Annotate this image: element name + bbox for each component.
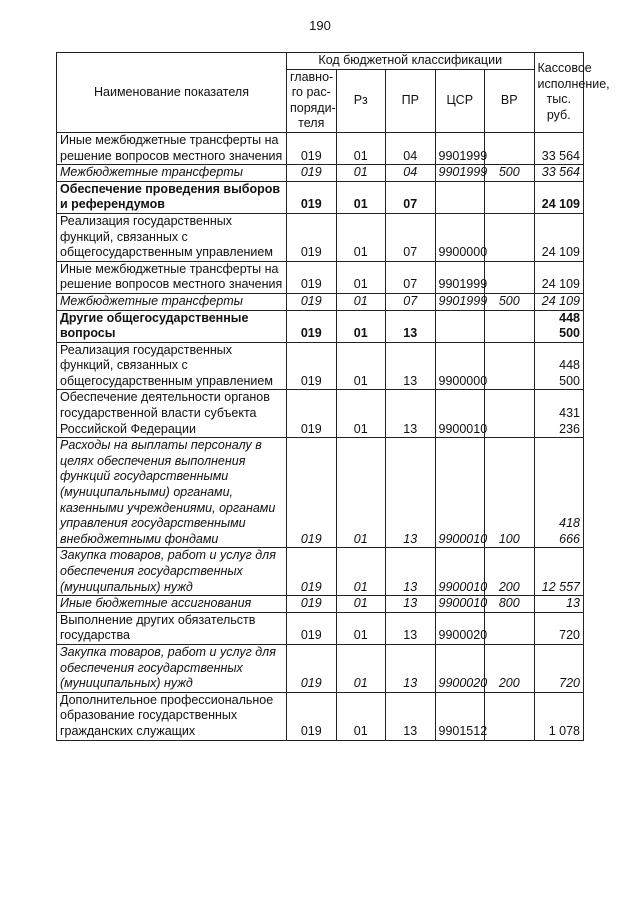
row-vr-code: 800 bbox=[485, 596, 535, 613]
row-chief-code: 019 bbox=[287, 181, 337, 213]
row-name: Дополнительное профессиональное образование государственных гражданских служащих bbox=[57, 692, 287, 740]
header-row-1 bbox=[57, 53, 584, 70]
row-amount: 720 bbox=[534, 612, 584, 644]
row-csr-code: 9900010 bbox=[435, 438, 485, 548]
row-chief-code: 019 bbox=[287, 310, 337, 342]
row-name: Иные межбюджетные трансферты на решение вопросов местного значения bbox=[57, 132, 287, 164]
header-vr: ВР bbox=[485, 69, 535, 132]
row-vr-code bbox=[485, 213, 535, 261]
row-amount: 418 666 bbox=[534, 438, 584, 548]
row-vr-code: 100 bbox=[485, 438, 535, 548]
row-amount: 448 500 bbox=[534, 342, 584, 390]
row-rz-code: 01 bbox=[336, 612, 386, 644]
row-vr-code bbox=[485, 612, 535, 644]
row-amount: 448 500 bbox=[534, 310, 584, 342]
row-name: Закупка товаров, работ и услуг для обеспечения государственных (муниципальных) нужд bbox=[57, 644, 287, 692]
row-rz-code: 01 bbox=[336, 596, 386, 613]
row-rz-code: 01 bbox=[336, 438, 386, 548]
row-amount: 12 557 bbox=[534, 548, 584, 596]
row-name: Межбюджетные трансферты bbox=[57, 165, 287, 182]
row-amount: 13 bbox=[534, 596, 584, 613]
table-row bbox=[57, 692, 584, 740]
row-chief-code: 019 bbox=[287, 132, 337, 164]
row-pr-code: 13 bbox=[386, 596, 436, 613]
row-csr-code: 9900010 bbox=[435, 596, 485, 613]
row-vr-code: 500 bbox=[485, 293, 535, 310]
row-rz-code: 01 bbox=[336, 293, 386, 310]
row-name: Другие общегосударственные вопросы bbox=[57, 310, 287, 342]
table-row bbox=[57, 644, 584, 692]
row-chief-code: 019 bbox=[287, 261, 337, 293]
row-vr-code: 200 bbox=[485, 548, 535, 596]
table-row bbox=[57, 342, 584, 390]
row-chief-code: 019 bbox=[287, 692, 337, 740]
table-row bbox=[57, 293, 584, 310]
row-chief-code: 019 bbox=[287, 390, 337, 438]
row-name: Реализация государственных функций, связанных с общегосударственным управлением bbox=[57, 342, 287, 390]
row-amount: 1 078 bbox=[534, 692, 584, 740]
table-row bbox=[57, 165, 584, 182]
row-amount: 24 109 bbox=[534, 261, 584, 293]
row-pr-code: 07 bbox=[386, 213, 436, 261]
row-pr-code: 07 bbox=[386, 181, 436, 213]
row-amount: 33 564 bbox=[534, 132, 584, 164]
row-rz-code: 01 bbox=[336, 165, 386, 182]
row-chief-code: 019 bbox=[287, 213, 337, 261]
table-row bbox=[57, 548, 584, 596]
row-vr-code bbox=[485, 692, 535, 740]
row-rz-code: 01 bbox=[336, 692, 386, 740]
row-pr-code: 13 bbox=[386, 644, 436, 692]
row-vr-code bbox=[485, 132, 535, 164]
row-name: Расходы на выплаты персоналу в целях обеспечения выполнения функций государственными (муниципальными) органами, казенными учреждениями, органами управления государственными внебюджетными фондами bbox=[57, 438, 287, 548]
row-rz-code: 01 bbox=[336, 132, 386, 164]
budget-execution-table bbox=[56, 52, 610, 741]
header-rz: Рз bbox=[336, 69, 386, 132]
row-name: Реализация государственных функций, связанных с общегосударственным управлением bbox=[57, 213, 287, 261]
row-csr-code bbox=[435, 310, 485, 342]
row-rz-code: 01 bbox=[336, 342, 386, 390]
row-chief-code: 019 bbox=[287, 644, 337, 692]
row-chief-code: 019 bbox=[287, 548, 337, 596]
row-chief-code: 019 bbox=[287, 293, 337, 310]
page-number: 190 bbox=[309, 18, 331, 33]
row-pr-code: 04 bbox=[386, 132, 436, 164]
header-amount: Кассовое исполнение, тыс. руб. bbox=[534, 53, 584, 133]
row-vr-code bbox=[485, 342, 535, 390]
row-pr-code: 13 bbox=[386, 310, 436, 342]
table-row bbox=[57, 390, 584, 438]
row-rz-code: 01 bbox=[336, 644, 386, 692]
row-csr-code: 9900020 bbox=[435, 612, 485, 644]
row-csr-code bbox=[435, 181, 485, 213]
row-name: Закупка товаров, работ и услуг для обеспечения государственных (муниципальных) нужд bbox=[57, 548, 287, 596]
row-name: Иные бюджетные ассигнования bbox=[57, 596, 287, 613]
row-vr-code bbox=[485, 310, 535, 342]
row-pr-code: 13 bbox=[386, 548, 436, 596]
row-rz-code: 01 bbox=[336, 213, 386, 261]
row-amount: 24 109 bbox=[534, 293, 584, 310]
table-body bbox=[57, 132, 584, 740]
row-pr-code: 13 bbox=[386, 692, 436, 740]
row-csr-code: 9901999 bbox=[435, 132, 485, 164]
header-code-group: Код бюджетной классификации bbox=[287, 53, 535, 70]
row-amount: 720 bbox=[534, 644, 584, 692]
row-chief-code: 019 bbox=[287, 596, 337, 613]
table-row bbox=[57, 438, 584, 548]
row-csr-code: 9900010 bbox=[435, 548, 485, 596]
row-rz-code: 01 bbox=[336, 548, 386, 596]
row-vr-code: 200 bbox=[485, 644, 535, 692]
row-rz-code: 01 bbox=[336, 181, 386, 213]
row-chief-code: 019 bbox=[287, 342, 337, 390]
row-csr-code: 9900000 bbox=[435, 342, 485, 390]
table-row bbox=[57, 310, 584, 342]
row-chief-code: 019 bbox=[287, 612, 337, 644]
row-pr-code: 07 bbox=[386, 261, 436, 293]
table-row bbox=[57, 612, 584, 644]
row-amount: 24 109 bbox=[534, 213, 584, 261]
table-header bbox=[57, 53, 610, 133]
row-csr-code: 9901999 bbox=[435, 261, 485, 293]
header-name: Наименование показателя bbox=[57, 53, 287, 133]
row-pr-code: 13 bbox=[386, 342, 436, 390]
row-name: Обеспечение проведения выборов и референдумов bbox=[57, 181, 287, 213]
header-csr: ЦСР bbox=[435, 69, 485, 132]
row-pr-code: 04 bbox=[386, 165, 436, 182]
row-name: Выполнение других обязательств государства bbox=[57, 612, 287, 644]
row-csr-code: 9901512 bbox=[435, 692, 485, 740]
row-csr-code: 9901999 bbox=[435, 165, 485, 182]
row-name: Межбюджетные трансферты bbox=[57, 293, 287, 310]
row-csr-code: 9900020 bbox=[435, 644, 485, 692]
table-row bbox=[57, 596, 584, 613]
header-chief: главно-го рас-поряди-теля bbox=[287, 69, 337, 132]
table-row bbox=[57, 261, 584, 293]
row-csr-code: 9900010 bbox=[435, 390, 485, 438]
row-vr-code bbox=[485, 261, 535, 293]
row-rz-code: 01 bbox=[336, 310, 386, 342]
header-pr: ПР bbox=[386, 69, 436, 132]
row-vr-code bbox=[485, 181, 535, 213]
row-vr-code bbox=[485, 390, 535, 438]
row-csr-code: 9901999 bbox=[435, 293, 485, 310]
row-chief-code: 019 bbox=[287, 438, 337, 548]
row-vr-code: 500 bbox=[485, 165, 535, 182]
row-amount: 24 109 bbox=[534, 181, 584, 213]
table-row bbox=[57, 213, 584, 261]
row-name: Обеспечение деятельности органов государственной власти субъекта Российской Федерации bbox=[57, 390, 287, 438]
row-chief-code: 019 bbox=[287, 165, 337, 182]
row-pr-code: 13 bbox=[386, 390, 436, 438]
row-rz-code: 01 bbox=[336, 261, 386, 293]
row-amount: 431 236 bbox=[534, 390, 584, 438]
row-pr-code: 07 bbox=[386, 293, 436, 310]
row-amount: 33 564 bbox=[534, 165, 584, 182]
row-rz-code: 01 bbox=[336, 390, 386, 438]
row-name: Иные межбюджетные трансферты на решение вопросов местного значения bbox=[57, 261, 287, 293]
table-row bbox=[57, 181, 584, 213]
row-pr-code: 13 bbox=[386, 438, 436, 548]
row-csr-code: 9900000 bbox=[435, 213, 485, 261]
row-pr-code: 13 bbox=[386, 612, 436, 644]
table-row bbox=[57, 132, 584, 164]
